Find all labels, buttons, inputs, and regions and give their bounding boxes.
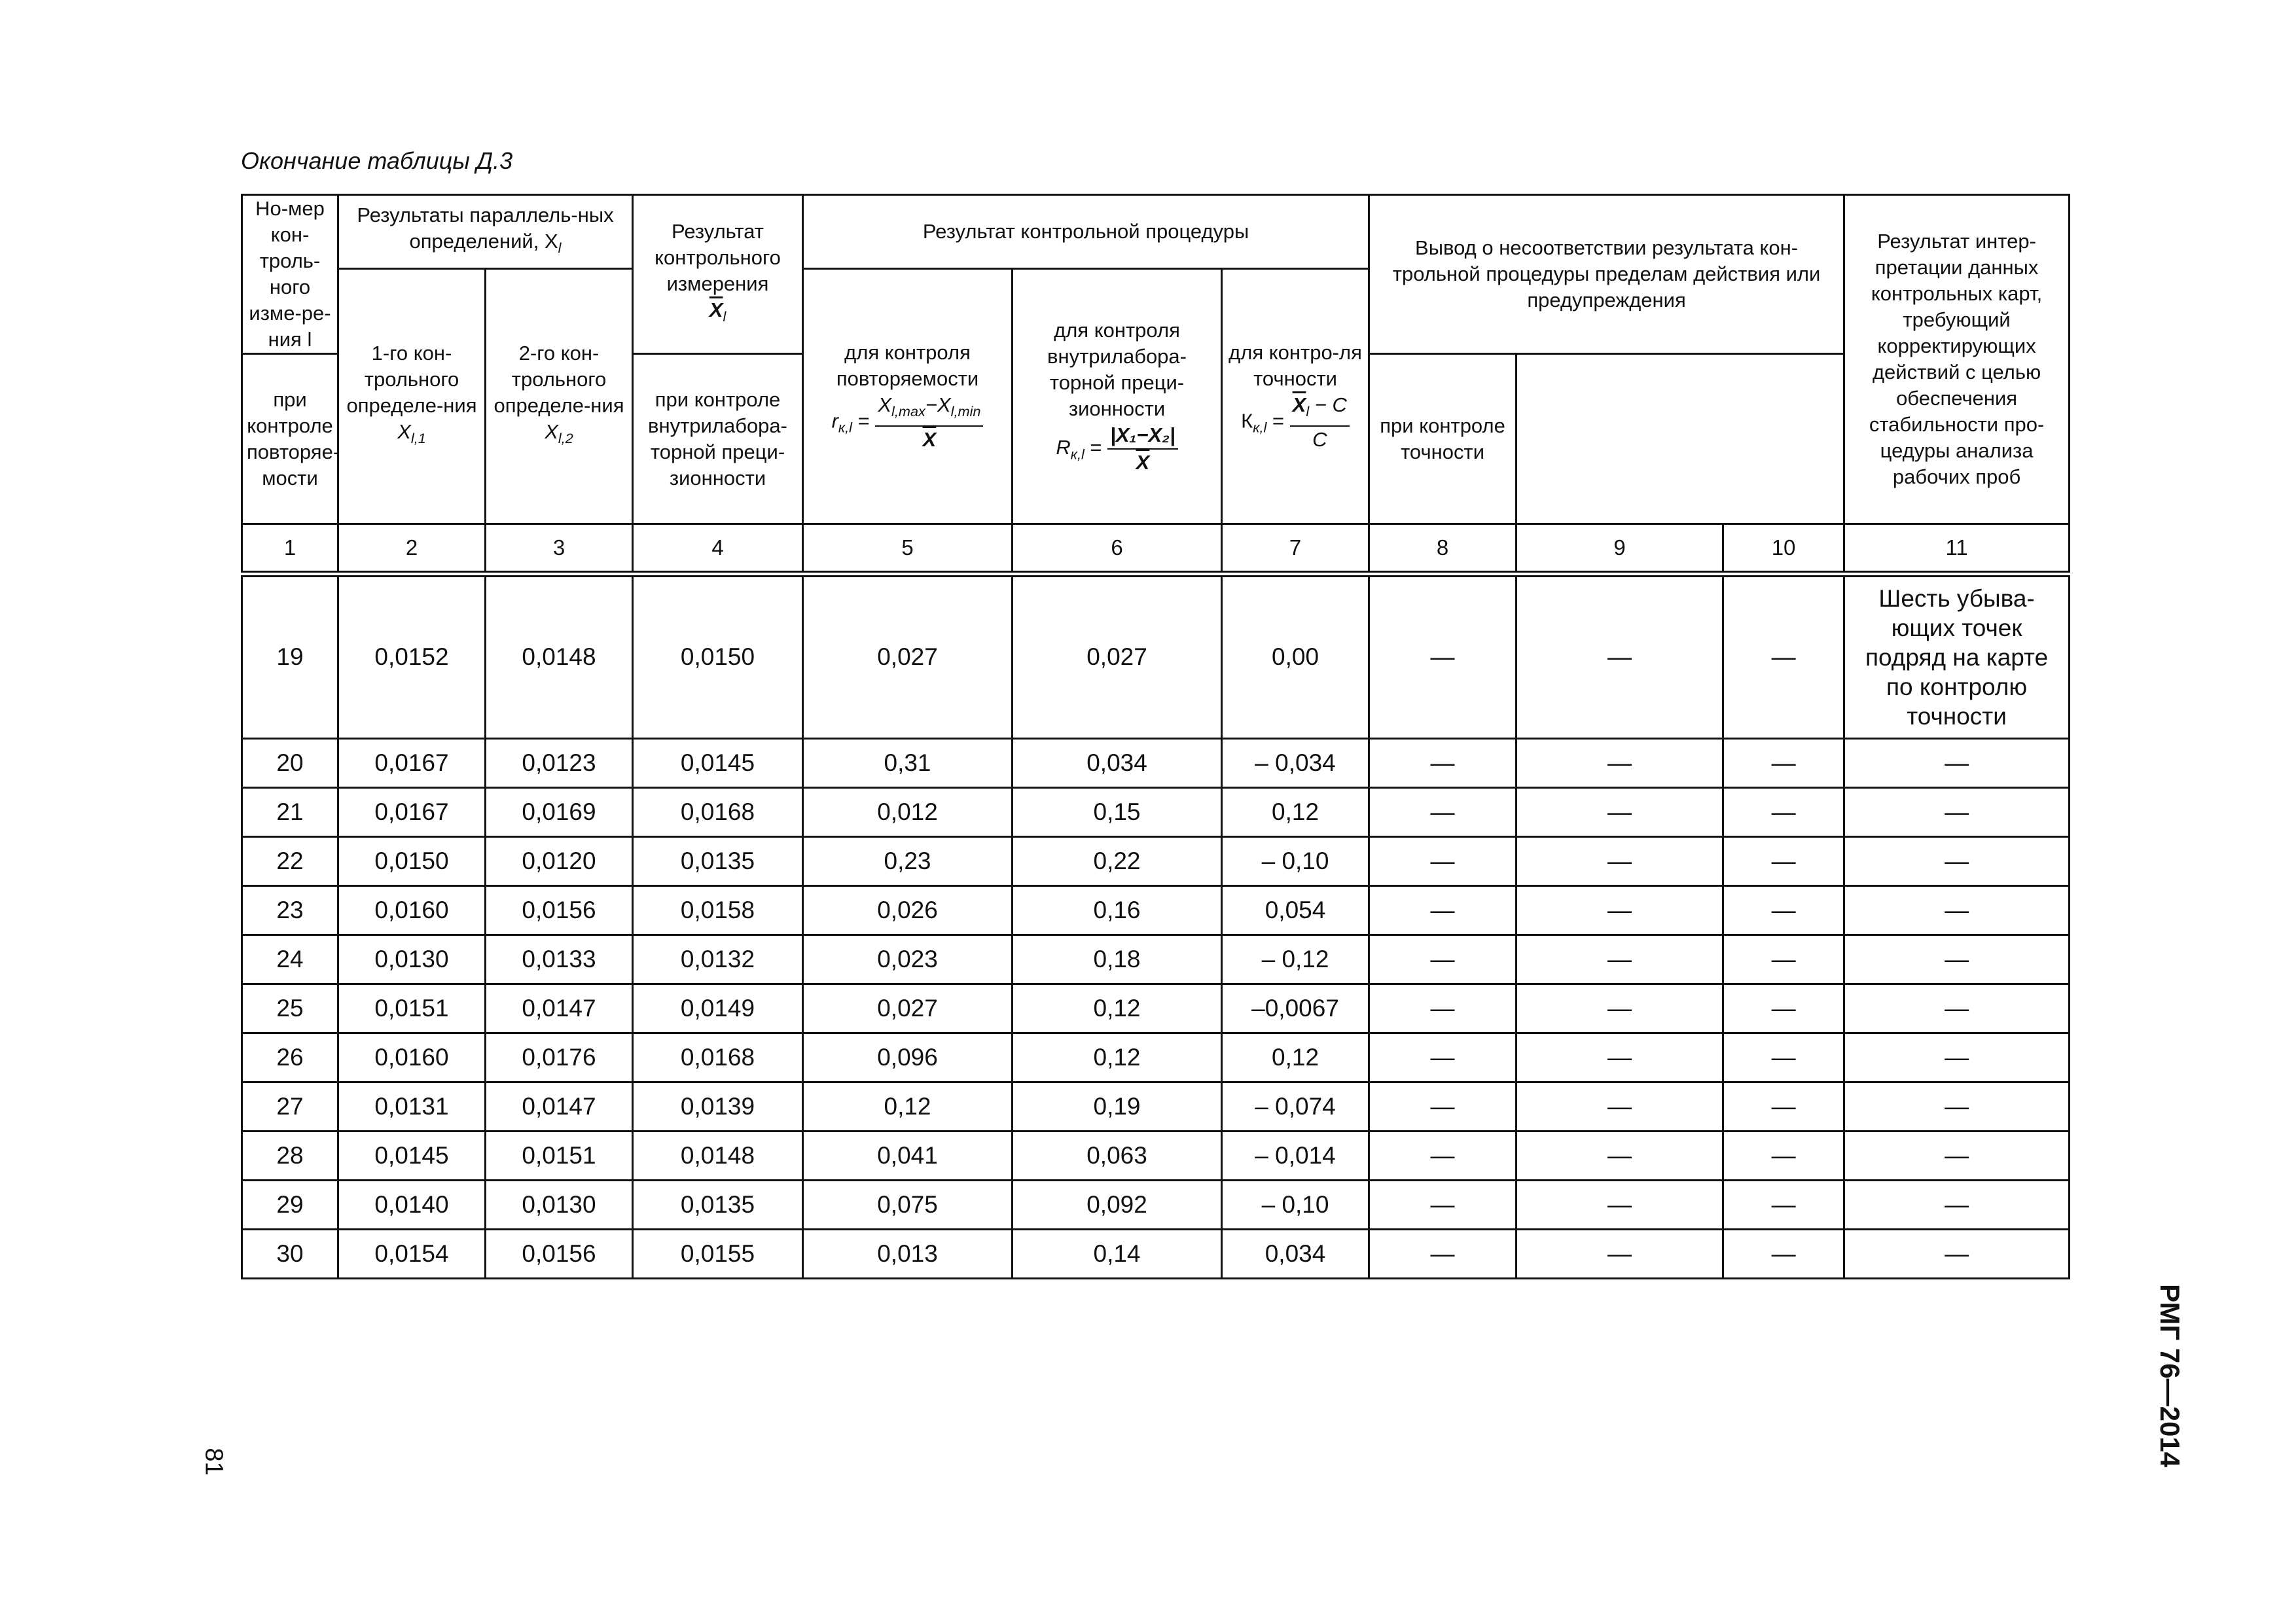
table-cell: 0,22 [1013,837,1222,886]
table-cell: 0,31 [803,739,1013,788]
precision-formula: $R_{к,l}$ = $\frac{\text{|X₁−X₂|}}{X}$ [1017,422,1217,476]
table-cell: 0,0150 [338,837,486,886]
table-row [242,739,2070,788]
header-nonconformity-conclusion: Вывод о несоответствии результата кон-трольной процедуры пределам действия или предупреждения [1369,195,1844,354]
data-table [241,194,2070,1279]
table-cell: 0,0150 [633,574,803,739]
table-cell: — [1369,886,1516,935]
table-cell: 0,0131 [338,1082,486,1132]
table-cell: — [1516,1181,1723,1230]
table-cell: — [1844,739,2070,788]
table-cell: 0,0156 [486,1230,633,1279]
table-cell: 0,23 [803,837,1013,886]
column-number: 4 [633,524,803,574]
table-cell: — [1516,935,1723,984]
table-cell: 0,0151 [486,1132,633,1181]
table-cell: 0,12 [1013,984,1222,1033]
table-cell: — [1723,984,1844,1033]
table-cell: 20 [242,739,338,788]
table-cell: 0,0145 [338,1132,486,1181]
table-cell: 24 [242,935,338,984]
table-cell: 0,0149 [633,984,803,1033]
table-cell: — [1516,574,1723,739]
table-row [242,886,2070,935]
header-parallel-results: Результаты параллель-ных определений, $X_l$ [338,195,633,269]
table-cell: 0,023 [803,935,1013,984]
table-cell: 0,027 [803,984,1013,1033]
table-cell: 28 [242,1132,338,1181]
table-cell: 0,0147 [486,984,633,1033]
table-cell: – 0,014 [1222,1132,1369,1181]
table-cell: 0,12 [1222,788,1369,837]
table-cell: — [1369,574,1516,739]
table-cell: — [1723,935,1844,984]
table-cell: — [1369,1132,1516,1181]
table-cell: — [1723,886,1844,935]
column-number: 9 [1516,524,1723,574]
table-cell: 0,12 [1013,1033,1222,1082]
table-cell: – 0,10 [1222,1181,1369,1230]
table-cell: — [1723,1181,1844,1230]
table-cell: 0,0160 [338,886,486,935]
table-cell: 0,0139 [633,1082,803,1132]
table-cell: 26 [242,1033,338,1082]
table-cell: 0,0168 [633,788,803,837]
table-cell: 0,034 [1222,1230,1369,1279]
table-cell: — [1516,788,1723,837]
column-number: 3 [486,524,633,574]
table-cell: — [1723,837,1844,886]
header-control-measurement: Результат контрольного измерения $\overline{X}_l$ [633,195,803,354]
table-cell: 0,15 [1013,788,1222,837]
header-conclusion-precision: при контроле внутрилабора-торной преци-зионности [633,354,803,524]
table-cell: 0,054 [1222,886,1369,935]
table-cell: 0,0156 [486,886,633,935]
table-cell: 0,12 [1222,1033,1369,1082]
table-cell: — [1516,837,1723,886]
table-cell: 0,0120 [486,837,633,886]
table-row [242,1181,2070,1230]
table-cell: 0,0135 [633,1181,803,1230]
table-cell: — [1723,788,1844,837]
table-cell: – 0,12 [1222,935,1369,984]
table-cell: — [1369,788,1516,837]
table-cell: 19 [242,574,338,739]
table-cell: 0,034 [1013,739,1222,788]
column-number: 2 [338,524,486,574]
table-cell: 0,12 [803,1082,1013,1132]
table-cell: – 0,10 [1222,837,1369,886]
table-cell: — [1844,1230,2070,1279]
table-cell: — [1723,574,1844,739]
table-cell: 0,0169 [486,788,633,837]
page-number: 81 [200,1448,228,1476]
table-cell: 0,0135 [633,837,803,886]
table-cell: 0,013 [803,1230,1013,1279]
table-cell: — [1369,935,1516,984]
table-cell: 0,0147 [486,1082,633,1132]
table-cell: 0,0160 [338,1033,486,1082]
table-cell: 0,0132 [633,935,803,984]
table-cell: — [1844,984,2070,1033]
table-cell: — [1723,1082,1844,1132]
column-number: 8 [1369,524,1516,574]
table-cell: 0,012 [803,788,1013,837]
table-cell: — [1369,1082,1516,1132]
table-cell: 0,19 [1013,1082,1222,1132]
table-cell: 0,0152 [338,574,486,739]
table-row [242,935,2070,984]
table-cell: — [1844,1181,2070,1230]
table-cell: — [1844,1132,2070,1181]
table-cell: — [1844,837,2070,886]
table-caption: Окончание таблицы Д.3 [241,147,513,174]
column-number: 7 [1222,524,1369,574]
table-cell: — [1723,739,1844,788]
table-cell: 0,0155 [633,1230,803,1279]
table-cell: — [1369,739,1516,788]
table-cell: 0,0168 [633,1033,803,1082]
repeatability-formula: $r_{к,l}$ = $X_{l,max}-X_{l,min}$ $\overline{X}$ [808,392,1007,452]
table-cell: 0,092 [1013,1181,1222,1230]
table-cell: 0,0140 [338,1181,486,1230]
table-cell: — [1369,1230,1516,1279]
header-intralab-precision: для контроля внутрилабора-торной преци-зионности $R_{к,l}$ = $\frac{\text{|X₁−X₂|}}{X}$ [1013,269,1222,524]
table-cell: 0,0130 [338,935,486,984]
table-row [242,1230,2070,1279]
column-number: 11 [1844,524,2070,574]
table-cell: 0,0148 [486,574,633,739]
table-cell: — [1516,984,1723,1033]
table-cell: — [1369,1181,1516,1230]
table-cell: 0,027 [1013,574,1222,739]
table-cell: — [1516,1082,1723,1132]
table-cell: 0,0148 [633,1132,803,1181]
table-cell: — [1723,1230,1844,1279]
table-cell: 25 [242,984,338,1033]
table-cell: 29 [242,1181,338,1230]
table-row [242,984,2070,1033]
table-cell: — [1516,739,1723,788]
header-second-determination: 2-го кон-трольного определе-ния $X_{l,2}$ [486,269,633,524]
header-accuracy: для контро-ля точности $К_{к,l}$ = $\frac{\overline{X}_l - C}{C}$ [1222,269,1369,524]
header-conclusion-repeatability: при контроле повторяе-мости [242,354,338,524]
header-first-determination: 1-го кон-трольного определе-ния $X_{l,1}$ [338,269,486,524]
table-cell: 0,063 [1013,1132,1222,1181]
table-cell: 23 [242,886,338,935]
table-cell: 0,0167 [338,788,486,837]
table-cell: — [1844,1033,2070,1082]
table-cell: 0,027 [803,574,1013,739]
table-cell: 0,0167 [338,739,486,788]
table-cell: 0,0151 [338,984,486,1033]
column-number: 1 [242,524,338,574]
header-conclusion-accuracy: при контроле точности [1369,354,1516,524]
table-cell: 0,0145 [633,739,803,788]
header-repeatability: для контроля повторяемости $r_{к,l}$ = $X_{l,max}-X_{l,min}$ $\overline{X}$ [803,269,1013,524]
table-cell: – 0,034 [1222,739,1369,788]
table-cell: – 0,074 [1222,1082,1369,1132]
table-cell: — [1844,886,2070,935]
header-control-procedure-result: Результат контрольной процедуры [803,195,1369,269]
table-cell: 0,0158 [633,886,803,935]
table-cell: — [1516,1230,1723,1279]
table-cell: 0,00 [1222,574,1369,739]
table-cell: Шесть убыва-ющих точек подряд на карте по контролю точности [1844,574,2070,739]
table-cell: 0,0154 [338,1230,486,1279]
table-cell: 0,041 [803,1132,1013,1181]
table-cell: 0,075 [803,1181,1013,1230]
table-row [242,788,2070,837]
table-cell: — [1369,837,1516,886]
table-row [242,1033,2070,1082]
table-cell: 21 [242,788,338,837]
table-cell: — [1516,1132,1723,1181]
header-measurement-number: Но-мер кон-троль-ного изме-ре-ния l [242,195,338,354]
table-cell: 0,18 [1013,935,1222,984]
table-cell: 30 [242,1230,338,1279]
table-cell: — [1369,984,1516,1033]
header-control-chart-interpretation: Результат интер-претации данных контрольных карт, требующий корректирующих действий с целью обеспечения стабильности про-цедуры анализа рабочих проб [1844,195,2070,524]
table-row [242,574,2070,739]
table-body [242,574,2070,1279]
table-cell: 0,0133 [486,935,633,984]
table-row [242,1082,2070,1132]
table-cell: 0,026 [803,886,1013,935]
table-cell: — [1844,1082,2070,1132]
table-row [242,1132,2070,1181]
column-number: 5 [803,524,1013,574]
document-code: РМГ 76—2014 [2155,1283,2186,1468]
table-cell: 0,0130 [486,1181,633,1230]
table-cell: 0,0123 [486,739,633,788]
column-number: 10 [1723,524,1844,574]
table-cell: — [1723,1132,1844,1181]
table-cell: — [1844,935,2070,984]
table-cell: — [1844,788,2070,837]
table-cell: 0,0176 [486,1033,633,1082]
accuracy-formula: $К_{к,l}$ = $\frac{\overline{X}_l - C}{C}$ [1227,392,1364,452]
column-number: 6 [1013,524,1222,574]
table-cell: — [1723,1033,1844,1082]
column-number-row [242,524,2070,574]
table-cell: 0,14 [1013,1230,1222,1279]
table-cell: 0,096 [803,1033,1013,1082]
table-header [242,195,2070,574]
table-cell: 0,16 [1013,886,1222,935]
table-cell: 27 [242,1082,338,1132]
table-cell: — [1516,1033,1723,1082]
table-cell: — [1369,1033,1516,1082]
table-cell: 22 [242,837,338,886]
table-cell: — [1516,886,1723,935]
table-row [242,837,2070,886]
table-cell: –0,0067 [1222,984,1369,1033]
